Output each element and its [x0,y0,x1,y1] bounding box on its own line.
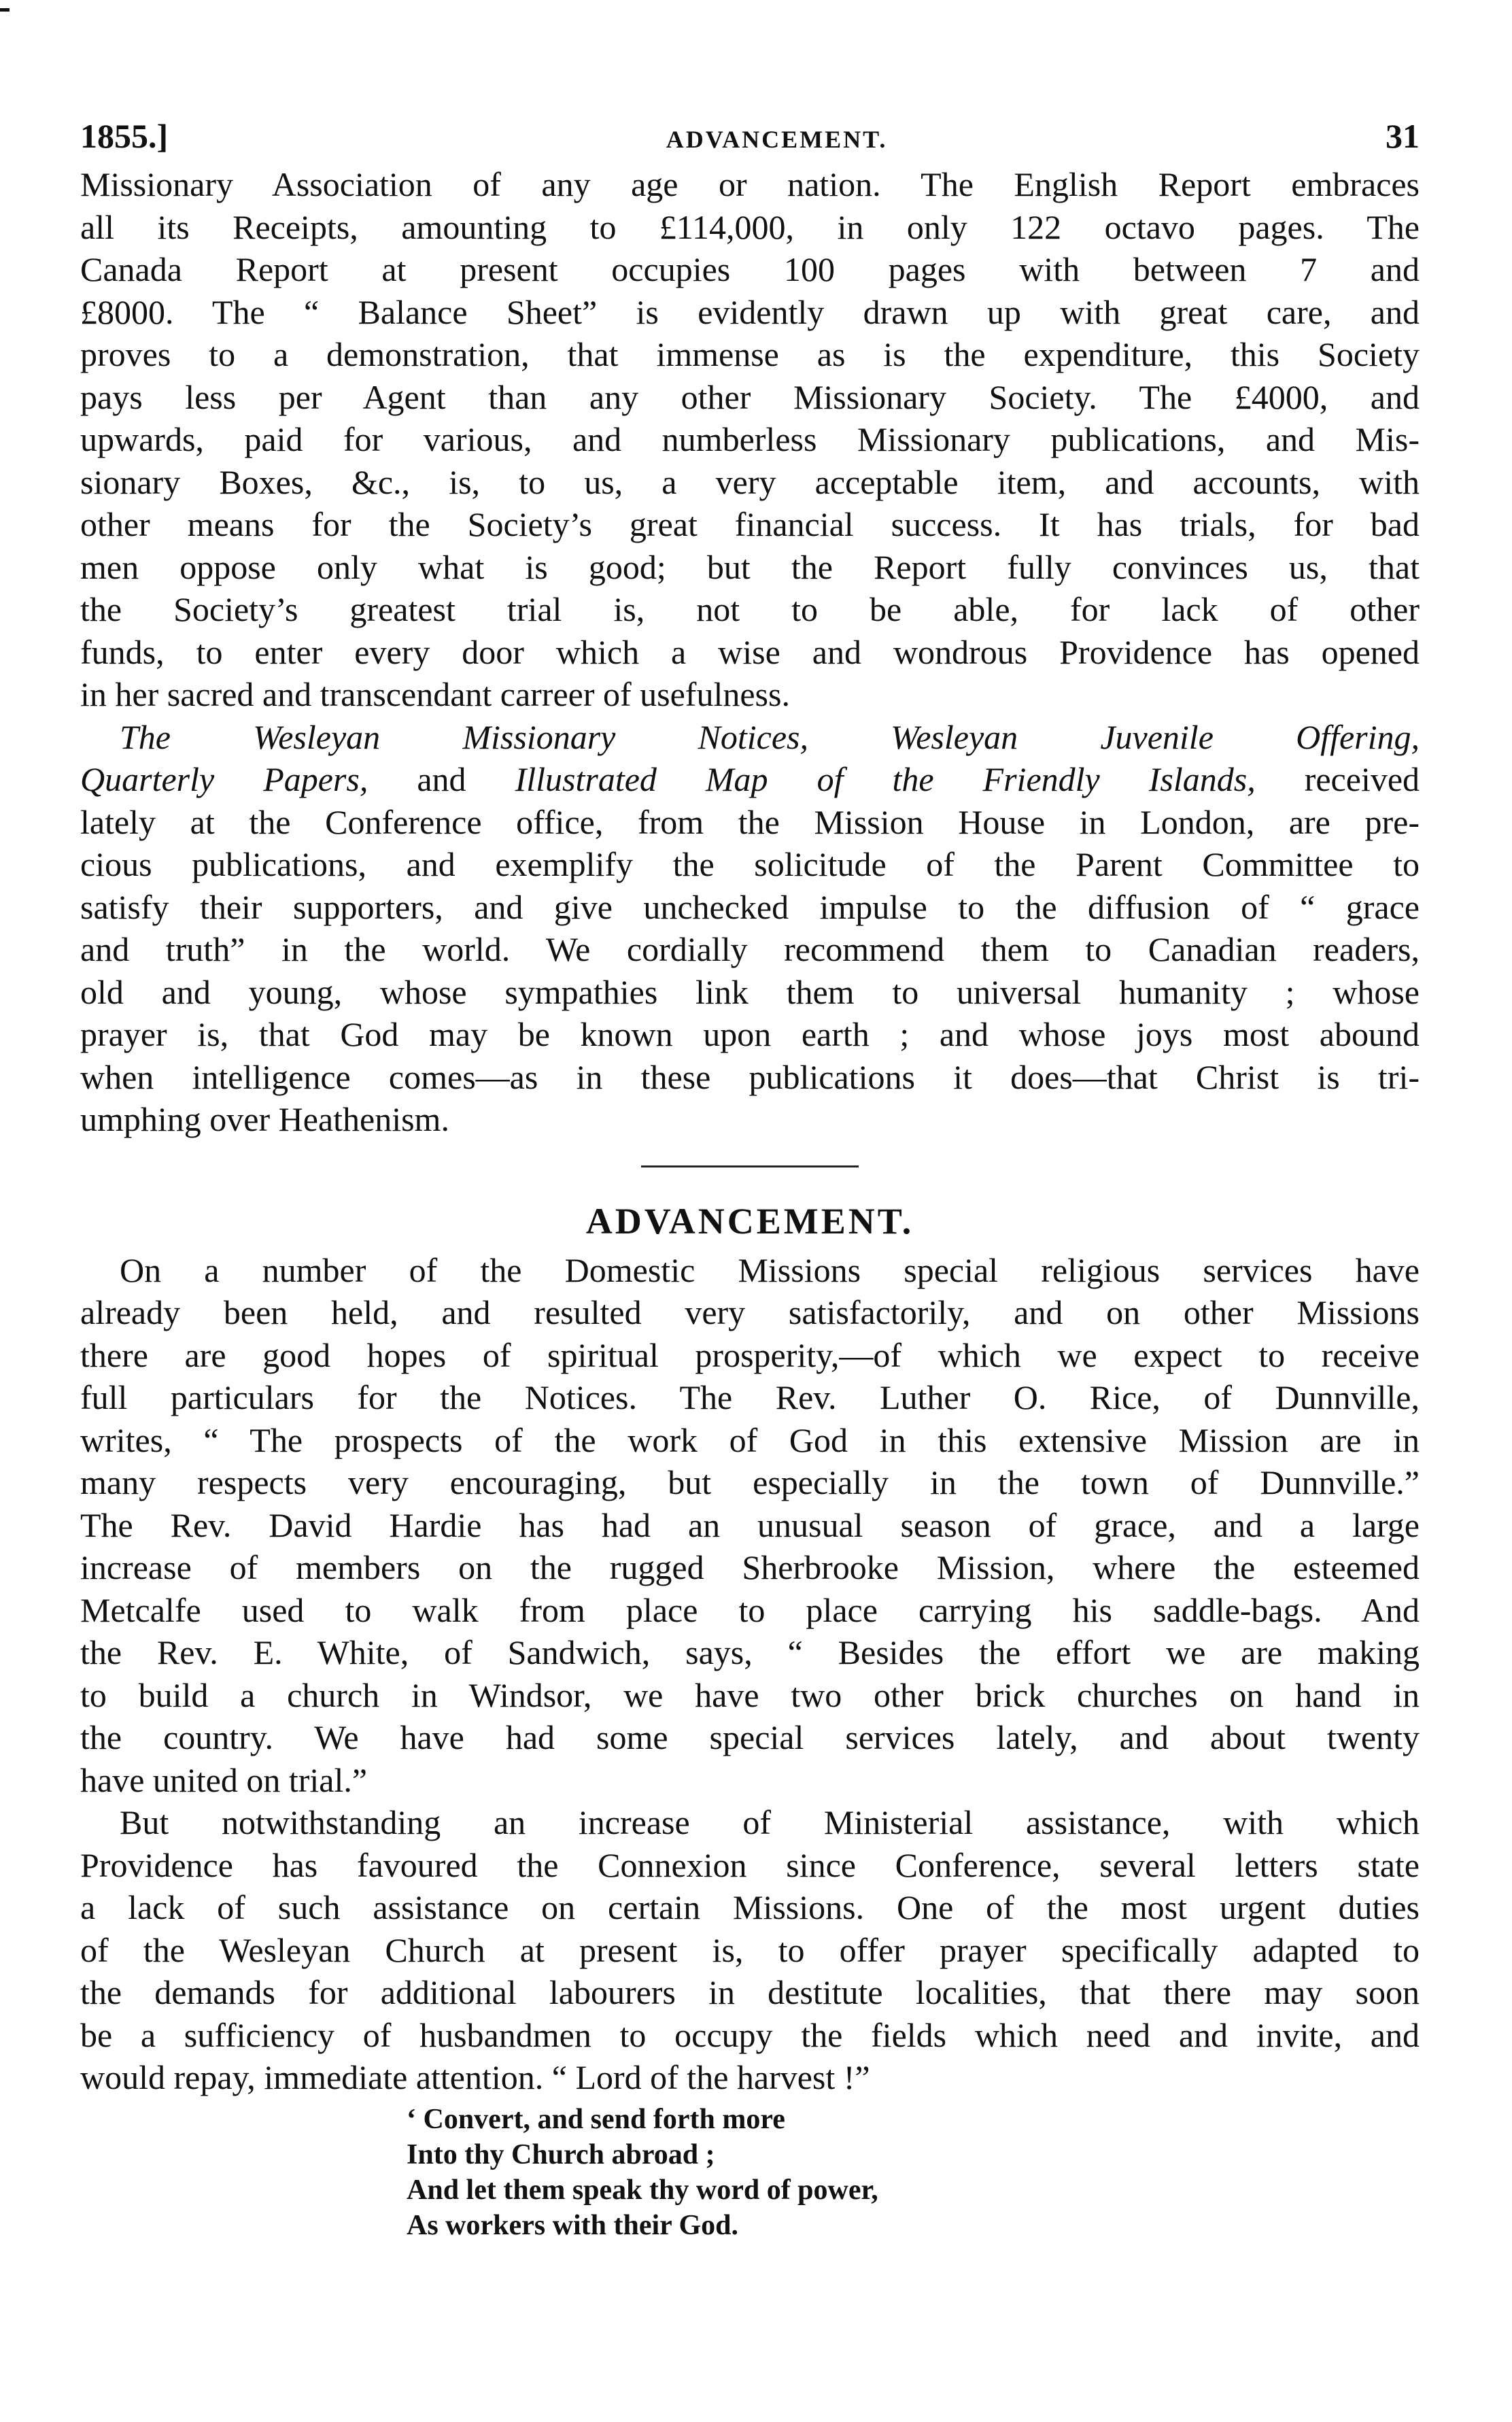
text-line: many respects very encouraging, but especially in the town of Dunnville.” [80,1463,1420,1501]
text-line: sionary Boxes, &c., is, to us, a very acceptable item, and accounts, with [80,462,1420,501]
text-line: there are good hopes of spiritual prosperity,—of which we expect to receive [80,1335,1420,1374]
text-line: a lack of such assistance on certain Missions. One of the most urgent duties [80,1888,1420,1926]
section-heading: ADVANCEMENT. [585,1200,914,1242]
text-line: have united on trial.” [80,1760,368,1799]
text-line: On a number of the Domestic Missions special religious services have [120,1250,1420,1289]
section-divider [641,1165,859,1167]
text-line: be a sufficiency of husbandmen to occupy the fields which need and invite, and [80,2015,1420,2054]
text-line: of the Wesleyan Church at present is, to offer prayer specifically adapted to [80,1930,1420,1969]
text-line: the country. We have had some special services lately, and about twenty [80,1718,1420,1756]
text-line: men oppose only what is good; but the Report fully convinces us, that [80,547,1420,586]
book-page [80,116,1420,2243]
hymn-verse [407,2102,1420,2243]
text-line: satisfy their supporters, and give unchecked impulse to the diffusion of “ grace [80,887,1420,926]
text-line: in her sacred and transcendant carreer of usefulness. [80,675,790,713]
text-line: funds, to enter every door which a wise and wondrous Providence has opened [80,632,1420,671]
text-line: already been held, and resulted very satisfactorily, and on other Missions [80,1293,1420,1331]
publication-title: Quarterly Papers, [80,760,368,798]
text-line: pays less per Agent than any other Missionary Society. The £4000, and [80,377,1420,416]
text-line: the demands for additional labourers in destitute localities, that there may soon [80,1973,1420,2011]
verse-line: And let them speak thy word of power, [407,2174,878,2206]
publication-titles: The Wesleyan Missionary Notices, Wesleyan Juvenile Offering, [120,717,1420,756]
paragraph-domestic-missions [80,1249,1420,1802]
text-line: Providence has favoured the Connexion since Conference, several letters state [80,1845,1420,1884]
paragraph-missionary-report [80,163,1420,716]
scan-corner-mark [0,8,10,12]
text-line: other means for the Society’s great financial success. It has trials, for bad [80,505,1420,543]
text-line: But notwithstanding an increase of Ministerial assistance, with which [120,1803,1420,1841]
text-line: the Society’s greatest trial is, not to be able, for lack of other [80,590,1420,628]
verse-line: Into thy Church abroad ; [407,2138,715,2170]
text-line: The Rev. David Hardie has had an unusual season of grace, and a large [80,1505,1420,1544]
running-head [80,116,1420,163]
text-line [80,758,1420,801]
text-line: to build a church in Windsor, we have two other brick churches on hand in [80,1675,1420,1714]
text-line: old and young, whose sympathies link them to universal humanity ; whose [80,972,1420,1011]
verse-line: As workers with their God. [407,2209,739,2241]
text-line: would repay, immediate attention. “ Lord of the harvest !” [80,2058,870,2096]
text-line: umphing over Heathenism. [80,1100,449,1138]
text-line [80,716,1420,759]
text-line: and truth” in the world. We cordially recommend them to Canadian readers, [80,930,1420,968]
running-head-year: 1855.] [80,117,169,155]
text-line: prayer is, that God may be known upon earth ; and whose joys most abound [80,1015,1420,1053]
text-line: lately at the Conference office, from the Mission House in London, are pre- [80,802,1420,841]
text-line: Missionary Association of any age or nation. The English Report embraces [80,165,1420,203]
page-number: 31 [1386,117,1420,155]
running-head-title: ADVANCEMENT. [666,126,888,153]
paragraph-ministerial-assistance [80,1801,1420,2099]
text-run: and [368,760,515,798]
text-line: all its Receipts, amounting to £114,000, in only 122 octavo pages. The [80,207,1420,246]
text-line: £8000. The “ Balance Sheet” is evidently drawn up with great care, and [80,292,1420,331]
text-line: upwards, paid for various, and numberless Missionary publications, and Mis- [80,420,1420,458]
text-line: proves to a demonstration, that immense as is the expenditure, this Society [80,335,1420,373]
text-line: Metcalfe used to walk from place to place carrying his saddle-bags. And [80,1590,1420,1629]
text-line: writes, “ The prospects of the work of God in this extensive Mission are in [80,1420,1420,1459]
text-line: full particulars for the Notices. The Rev. Luther O. Rice, of Dunnville, [80,1378,1420,1416]
paragraph-publications [80,716,1420,1141]
verse-line: ‘ Convert, and send forth more [407,2103,785,2135]
text-run: received [1255,760,1420,798]
text-line: when intelligence comes—as in these publications it does—that Christ is tri- [80,1057,1420,1096]
text-line: cious publications, and exemplify the solicitude of the Parent Committee to [80,845,1420,883]
text-line: the Rev. E. White, of Sandwich, says, “ Besides the effort we are making [80,1633,1420,1671]
publication-title: Illustrated Map of the Friendly Islands, [515,760,1256,798]
text-line: increase of members on the rugged Sherbrooke Mission, where the esteemed [80,1548,1420,1586]
text-line: Canada Report at present occupies 100 pages with between 7 and [80,250,1420,288]
